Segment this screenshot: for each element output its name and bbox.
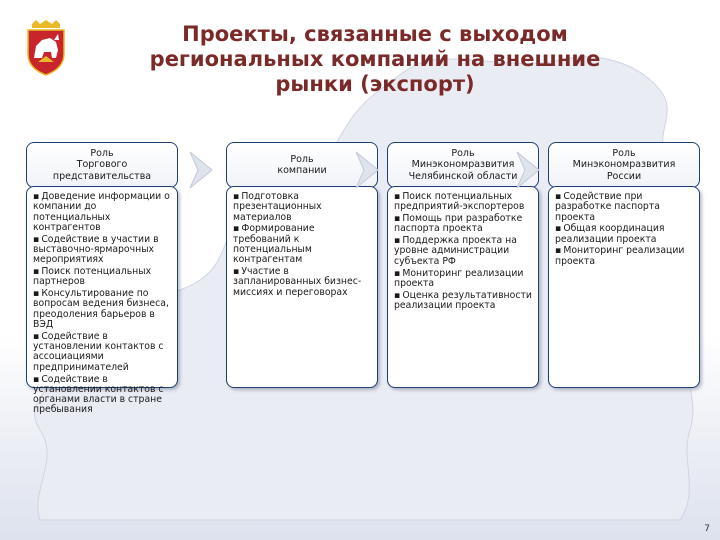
chevron-right-icon	[352, 150, 382, 190]
list-item-text: Подготовка презентационных материалов	[233, 191, 322, 223]
list-item	[394, 192, 533, 213]
bullet-icon: ▪	[394, 213, 401, 225]
list-item	[33, 332, 172, 373]
bullet-list	[33, 192, 172, 416]
list-item-text: Общая координация реализации проекта	[555, 223, 665, 245]
list-item	[33, 235, 172, 266]
chevron-right-icon	[513, 150, 543, 190]
list-item	[394, 291, 533, 312]
bullet-list	[394, 192, 533, 311]
list-item-text: Помощь при разработке паспорта проекта	[394, 213, 523, 235]
column-body	[226, 186, 378, 388]
slide-title: Проекты, связанные с выходом региональных компаний на внешние рынки (экспорт)	[149, 22, 601, 96]
list-item-text: Содействие в участии в выставочно-ярмарочных мероприятиях	[33, 233, 159, 266]
column-header	[548, 142, 700, 188]
bullet-icon: ▪	[233, 266, 240, 278]
bullet-icon: ▪	[233, 223, 240, 235]
coat-of-arms-emblem	[22, 20, 70, 76]
column-federal-ministry	[548, 142, 700, 388]
list-item-text: Содействие при разработке паспорта проекта	[555, 191, 660, 223]
bullet-icon: ▪	[33, 373, 40, 385]
list-item-text: Мониторинг реализации проекта	[394, 267, 524, 289]
bullet-icon: ▪	[555, 245, 562, 257]
bullet-icon: ▪	[33, 233, 40, 245]
list-item-text: Поиск потенциальных партнеров	[33, 266, 152, 288]
list-item-text: Участие в запланированных бизнес-миссиях и переговорах	[233, 266, 362, 298]
bullet-icon: ▪	[394, 191, 401, 202]
list-item-text: Доведение информации о компании до потенциальных контрагентов	[33, 191, 170, 233]
list-item-text: Оценка результативности реализации проекта	[394, 289, 532, 311]
column-trade-representation	[26, 142, 178, 416]
list-item	[33, 375, 172, 416]
list-item	[394, 236, 533, 267]
column-header-text: Роль Торгового представительства	[52, 147, 152, 182]
list-item	[233, 267, 372, 298]
list-item	[394, 269, 533, 290]
column-body	[26, 186, 178, 416]
bullet-icon: ▪	[33, 266, 40, 278]
list-item	[33, 192, 172, 233]
column-body	[387, 186, 539, 388]
list-item-text: Поиск потенциальных предприятий-экспортеров	[394, 191, 525, 213]
list-item	[555, 192, 694, 223]
list-item	[33, 267, 172, 288]
bullet-icon: ▪	[33, 330, 40, 342]
bullet-icon: ▪	[233, 191, 240, 202]
page-number: 7	[704, 524, 710, 534]
list-item	[394, 214, 533, 235]
bullet-icon: ▪	[555, 191, 562, 202]
list-item	[233, 224, 372, 265]
list-item	[233, 192, 372, 223]
column-header-text: Роль Минэкономразвития Челябинской области	[408, 147, 518, 182]
bullet-icon: ▪	[394, 235, 401, 247]
bullet-icon: ▪	[33, 191, 40, 202]
column-header-text: Роль компании	[277, 153, 327, 176]
list-item-text: Консультирование по вопросам ведения бизнеса, преодоления барьеров в ВЭД	[33, 288, 169, 331]
list-item-text: Поддержка проекта на уровне администрации субъекта РФ	[394, 235, 517, 267]
chevron-right-icon	[186, 150, 216, 190]
list-item	[555, 246, 694, 267]
list-item-text: Содействие в установлении контактов с ассоциациями предпринимателей	[33, 330, 164, 373]
column-header-text: Роль Минэкономразвития России	[572, 147, 676, 182]
list-item	[33, 289, 172, 330]
bullet-icon: ▪	[394, 289, 401, 301]
bullet-icon: ▪	[555, 223, 562, 235]
list-item	[555, 224, 694, 245]
bullet-icon: ▪	[394, 267, 401, 279]
list-item-text: Содействие в установлении контактов с органами власти в стране пребывания	[33, 373, 164, 416]
column-header	[26, 142, 178, 188]
list-item-text: Мониторинг реализации проекта	[555, 245, 685, 267]
bullet-list	[233, 192, 372, 298]
bullet-icon: ▪	[33, 288, 40, 300]
bullet-list	[555, 192, 694, 267]
column-body	[548, 186, 700, 388]
list-item-text: Формирование требований к потенциальным контрагентам	[233, 223, 315, 266]
